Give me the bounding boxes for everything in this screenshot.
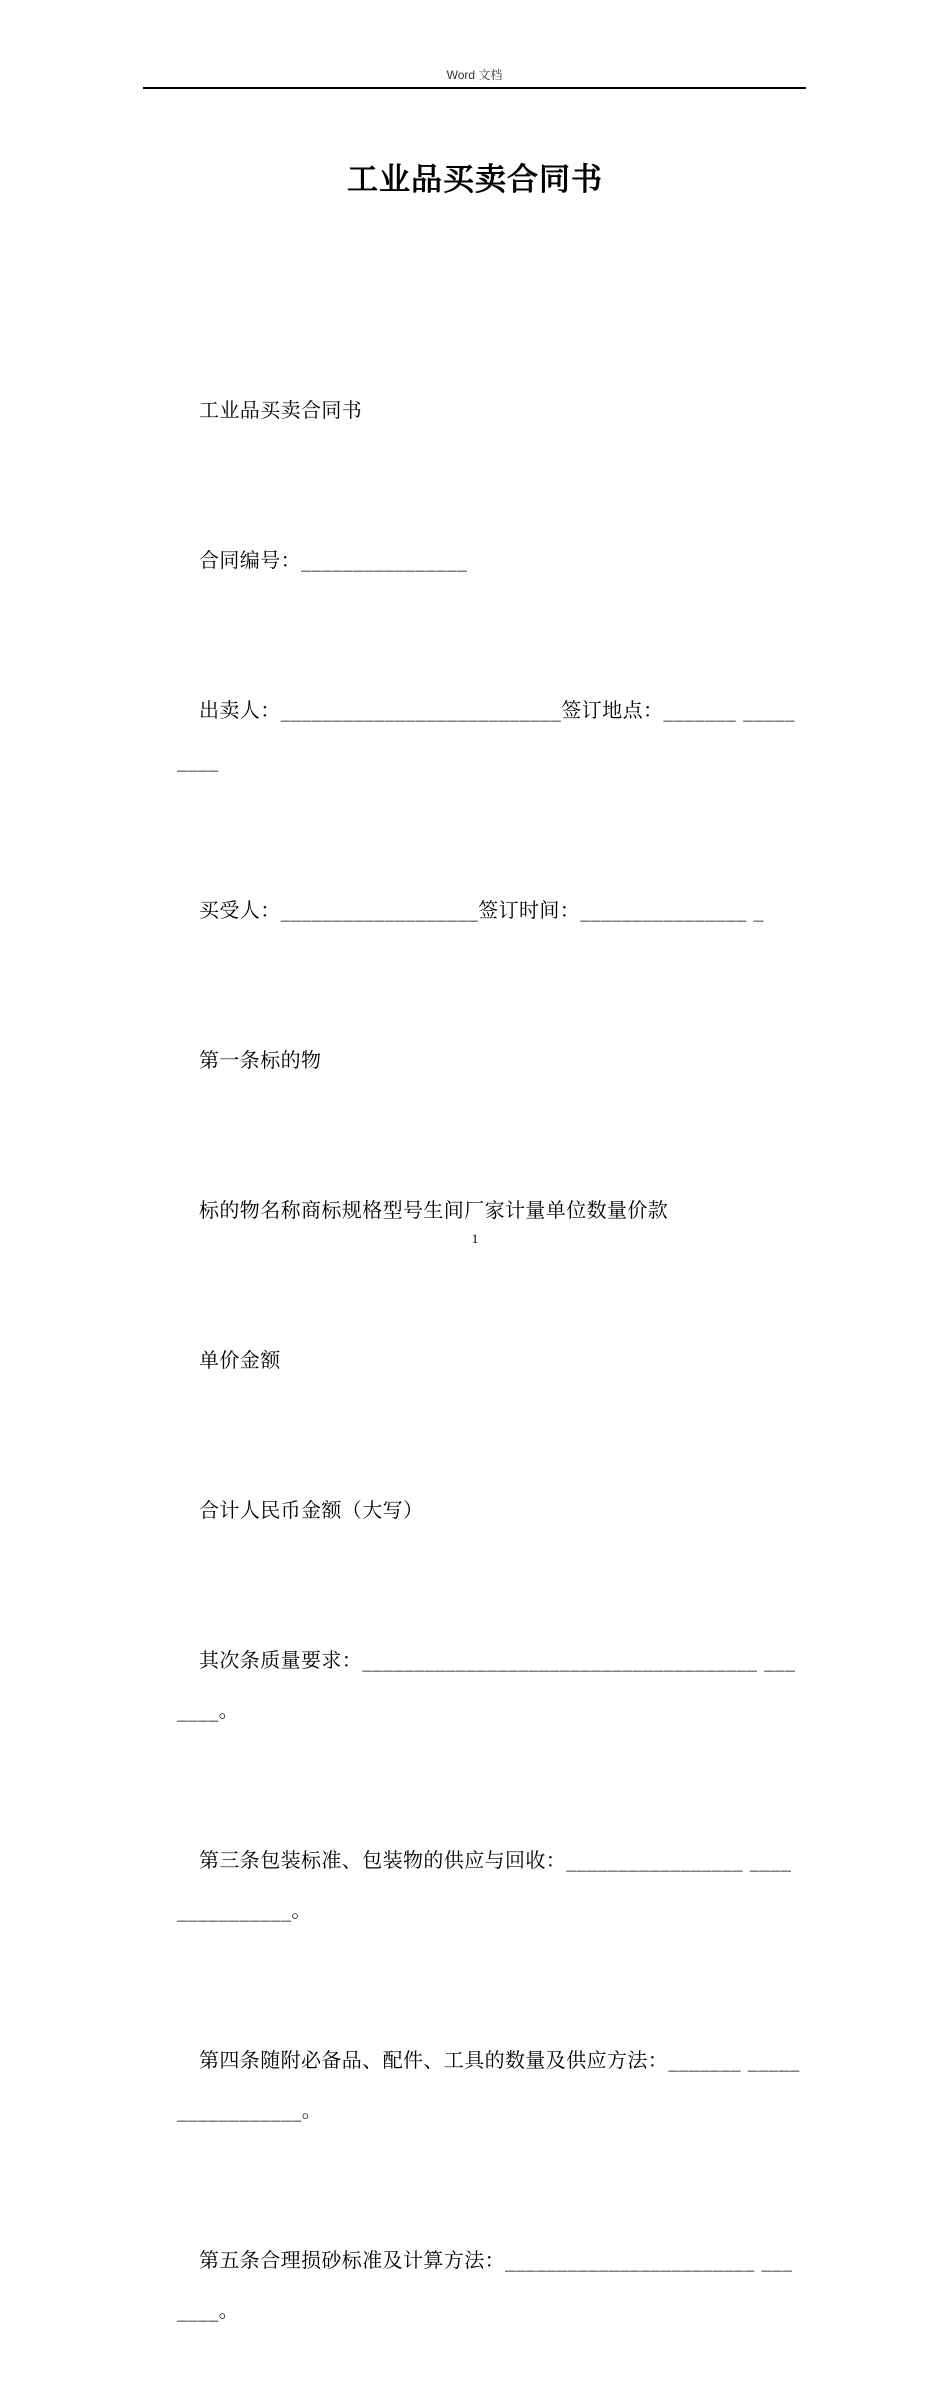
paragraph-unit-price: 单价金额: [199, 1348, 281, 1372]
paragraph-item-fields: 标的物名称商标规格型号生间厂家计量单位数量价款: [199, 1198, 669, 1222]
document-body: [177, 285, 801, 2385]
page-number: 1: [471, 1231, 479, 1246]
paragraph-article-3: 第三条包装标准、包装物的供应与回收：_________________ _______________。: [177, 1848, 792, 1922]
paragraph-article-5: 第五条合理损砂标准及计算方法：________________________ _______。: [177, 2248, 793, 2322]
document-title: 工业品买卖合同书: [347, 162, 603, 198]
paragraph-article-1: 第一条标的物: [199, 1048, 322, 1072]
paragraph-buyer: 买受人：___________________签订时间：________________ _: [199, 898, 764, 922]
paragraph-article-2: 其次条质量要求：______________________________________ _______。: [177, 1648, 796, 1722]
paragraph-seller: 出卖人：___________________________签订地点：_______ _________: [177, 698, 795, 772]
paragraph-contract-number: 合同编号：________________: [199, 548, 468, 572]
paragraph-heading: 工业品买卖合同书: [199, 398, 363, 422]
paragraph-total: 合计人民币金额（大写）: [199, 1498, 424, 1522]
paragraph-article-4: 第四条随附必备品、配件、工具的数量及供应方法：_______ _________________。: [177, 2048, 800, 2122]
page-header: Word 文档: [446, 68, 503, 82]
header-rule: [143, 87, 806, 89]
